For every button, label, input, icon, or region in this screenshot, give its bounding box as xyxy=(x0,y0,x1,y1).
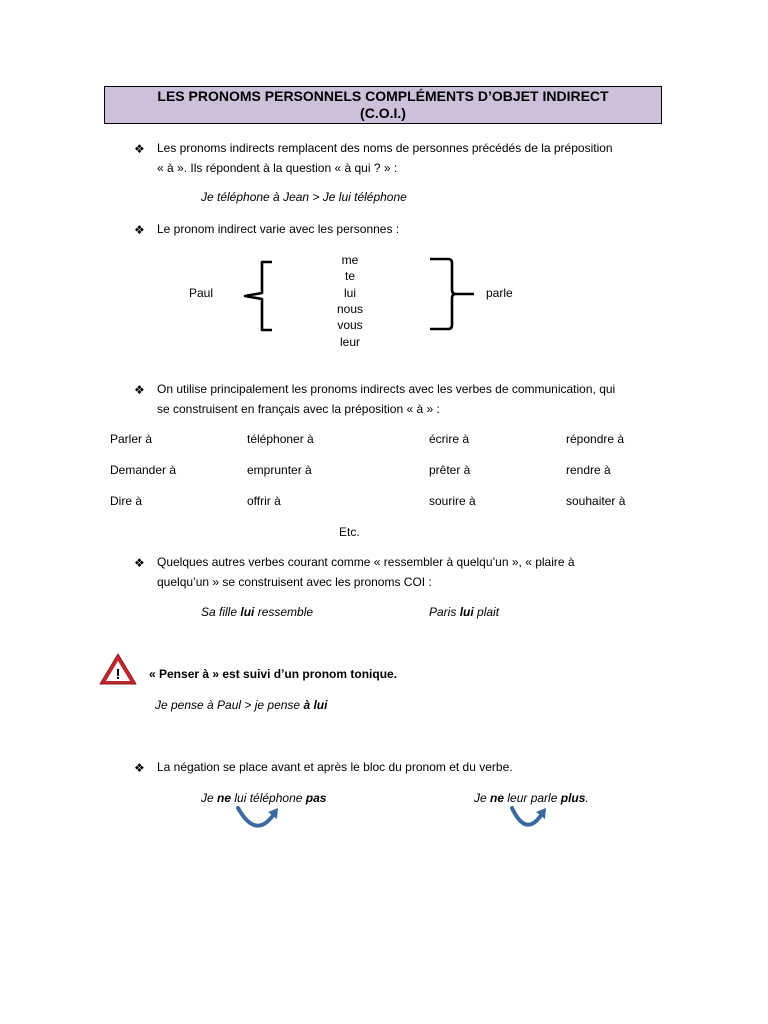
left-brace-icon xyxy=(245,262,272,330)
example-text: Paris xyxy=(429,605,460,619)
pronoun-item: nous xyxy=(336,302,364,316)
example-text: Je xyxy=(474,791,491,805)
negation-word: pas xyxy=(305,791,327,805)
pronoun-verb: parle xyxy=(486,286,513,300)
verb-cell: emprunter à xyxy=(247,463,312,477)
example-text: plait xyxy=(473,605,500,619)
verb-cell: écrire à xyxy=(429,432,470,446)
title-line-2: (C.O.I.) xyxy=(360,105,406,121)
section3-line1: On utilise principalement les pronoms indirects avec les verbes de communication, qui xyxy=(157,382,616,396)
verb-cell: sourire à xyxy=(429,494,476,508)
pronoun-item: te xyxy=(344,269,355,283)
section1-line2: « à ». Ils répondent à la question « à qui ? » : xyxy=(157,161,398,175)
pronoun-item: lui xyxy=(343,286,356,300)
warning-icon xyxy=(98,652,138,686)
bullet-icon: ❖ xyxy=(134,556,145,570)
pronoun-item: vous xyxy=(337,318,363,332)
example-pronoun: lui xyxy=(240,605,255,619)
section4-line1: Quelques autres verbes courant comme « ressembler à quelqu’un », « plaire à xyxy=(157,555,575,569)
warning-icon-mark: ! xyxy=(115,666,121,683)
example-text: lui téléphone xyxy=(231,791,306,805)
pronoun-item: me xyxy=(341,253,359,267)
warning-text: « Penser à » est suivi d’un pronom tonique. xyxy=(149,667,398,681)
bullet-icon: ❖ xyxy=(134,761,145,775)
verb-cell: Parler à xyxy=(110,432,153,446)
verb-cell: prêter à xyxy=(429,463,471,477)
example-text: Je xyxy=(201,791,218,805)
example-text: . xyxy=(585,791,589,805)
example-text: ressemble xyxy=(254,605,314,619)
example-tonic: à lui xyxy=(303,698,328,712)
title-line-1: LES PRONOMS PERSONNELS COMPLÉMENTS D’OBJET INDIRECT xyxy=(157,88,609,104)
right-brace-icon xyxy=(430,259,474,329)
pronoun-item: leur xyxy=(339,335,360,349)
example-pronoun: lui xyxy=(459,605,474,619)
verb-cell: offrir à xyxy=(247,494,281,508)
verb-cell: téléphoner à xyxy=(247,432,314,446)
section3-line2: se construisent en français avec la préposition « à » : xyxy=(157,402,440,416)
bullet-icon: ❖ xyxy=(134,142,145,156)
pronoun-subject: Paul xyxy=(189,286,214,300)
section5-text: La négation se place avant et après le bloc du pronom et du verbe. xyxy=(157,760,513,774)
section4-example-1 xyxy=(201,604,313,621)
section2-text: Le pronom indirect varie avec les personnes : xyxy=(157,222,400,236)
negation-word: ne xyxy=(490,791,505,805)
section4-line2: quelqu’un » se construisent avec les pronoms COI : xyxy=(157,575,432,589)
negation-word: plus xyxy=(560,791,586,805)
bullet-icon: ❖ xyxy=(134,223,145,237)
verb-cell: Dire à xyxy=(110,494,143,508)
verb-cell: souhaiter à xyxy=(566,494,626,508)
negation-word: ne xyxy=(217,791,232,805)
verb-cell: rendre à xyxy=(566,463,611,477)
example-text: leur parle xyxy=(504,791,561,805)
example-text: Je pense à Paul > je pense xyxy=(155,698,304,712)
verb-cell: répondre à xyxy=(566,432,625,446)
etc-label: Etc. xyxy=(339,525,360,539)
example-text: Sa fille xyxy=(201,605,241,619)
section1-example: Je téléphone à Jean > Je lui téléphone xyxy=(201,190,407,204)
section4-example-2 xyxy=(429,604,499,621)
section1-line1: Les pronoms indirects remplacent des noms de personnes précédés de la préposition xyxy=(157,141,613,155)
curved-arrow-icon xyxy=(234,804,284,830)
bullet-icon: ❖ xyxy=(134,383,145,397)
curved-arrow-icon xyxy=(508,804,552,830)
pronoun-braces xyxy=(0,0,768,400)
warning-example xyxy=(155,697,327,714)
verb-cell: Demander à xyxy=(110,463,177,477)
